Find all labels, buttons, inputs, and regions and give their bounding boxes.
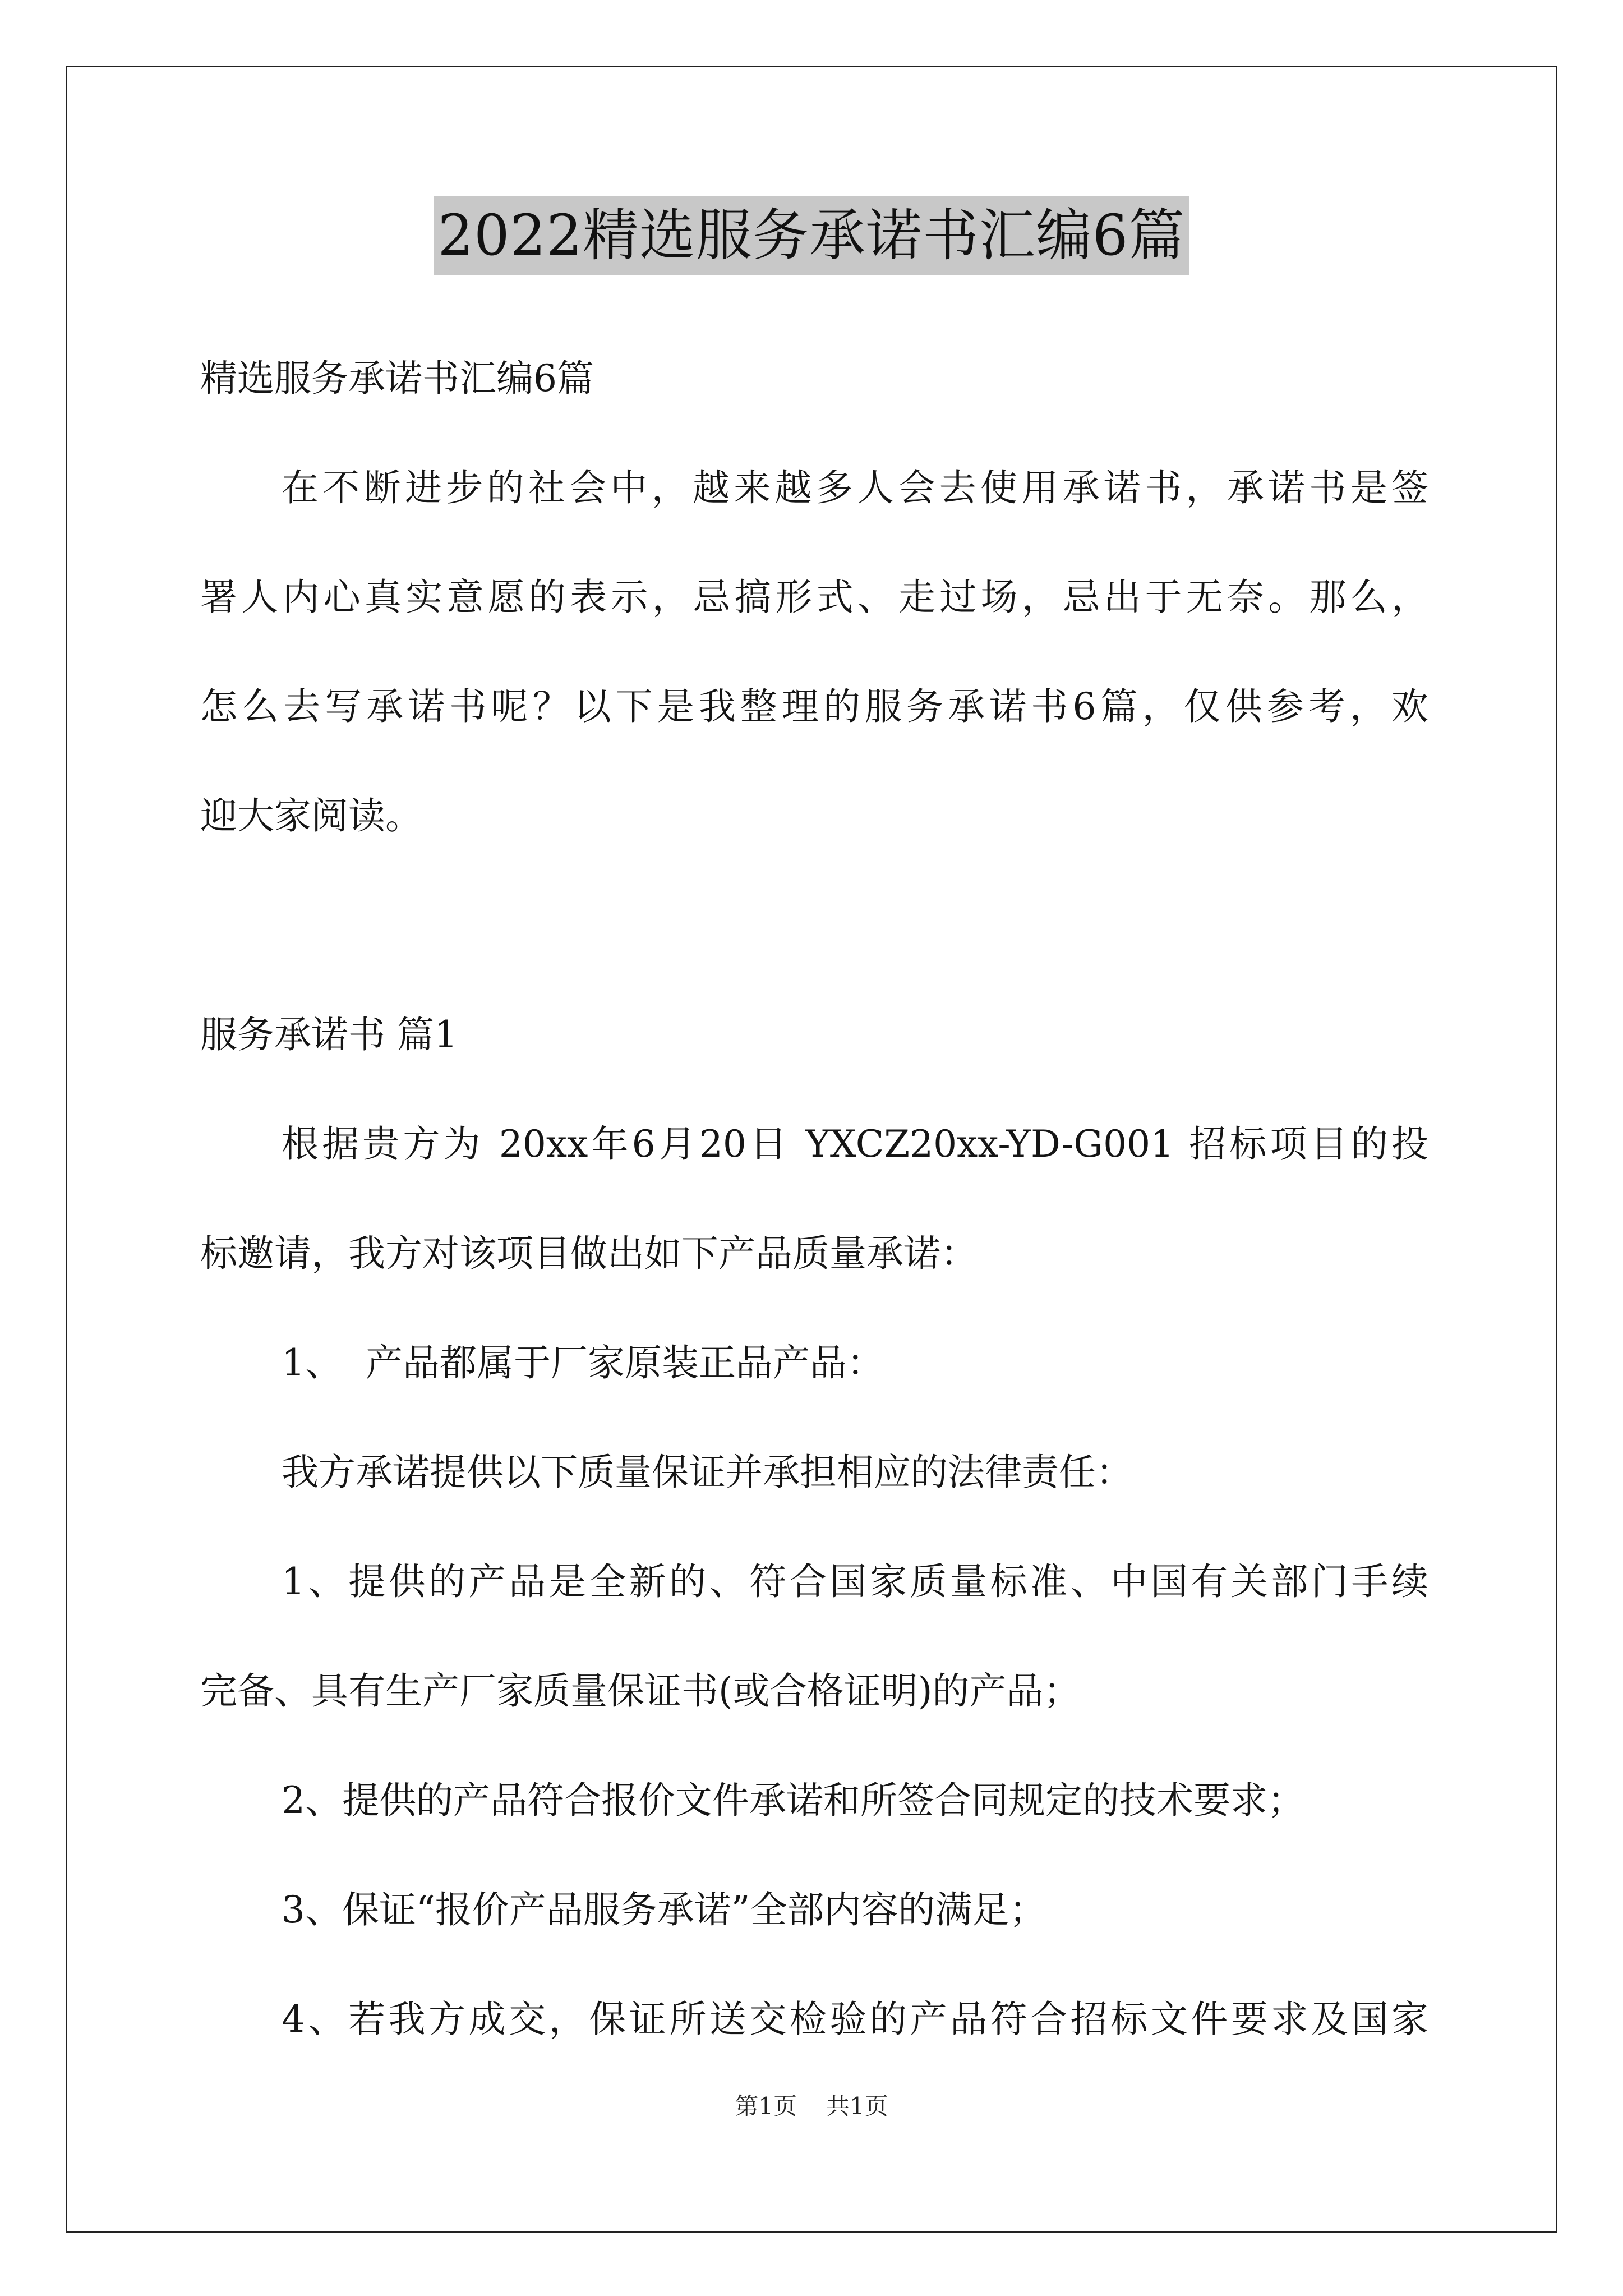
body-line-1: 根据贵方为 20xx年6月20日 YXCZ20xx-YD-G001 招标项目的投 (282, 1122, 1428, 1166)
intro-line-1: 在不断进步的社会中，越来越多人会去使用承诺书，承诺书是签 (282, 466, 1428, 509)
document-subtitle: 精选服务承诺书汇编6篇 (200, 357, 594, 400)
body-line-7: 2、提供的产品符合报价文件承诺和所签合同规定的技术要求； (282, 1779, 1304, 1822)
body-line-2: 标邀请，我方对该项目做出如下产品质量承诺： (200, 1232, 978, 1275)
title-container (0, 196, 1623, 275)
body-line-3: 1、 产品都属于厂家原装正品产品： (282, 1341, 884, 1384)
intro-line-3: 怎么去写承诺书呢？以下是我整理的服务承诺书6篇，仅供参考，欢 (200, 685, 1428, 728)
body-line-8: 3、保证“报价产品服务承诺”全部内容的满足； (282, 1888, 1046, 1931)
body-line-5: 1、提供的产品是全新的、符合国家质量标准、中国有关部门手续 (282, 1560, 1428, 1603)
body-line-4: 我方承诺提供以下质量保证并承担相应的法律责任： (282, 1451, 1133, 1494)
page-number: 第1页 (735, 2092, 797, 2120)
body-line-9: 4、若我方成交，保证所送交检验的产品符合招标文件要求及国家 (282, 1998, 1428, 2041)
document-title: 2022精选服务承诺书汇编6篇 (434, 196, 1188, 275)
page-total: 共1页 (826, 2092, 888, 2120)
body-line-6: 完备、具有生产厂家质量保证书(或合格证明)的产品； (200, 1669, 1081, 1713)
intro-line-2: 署人内心真实意愿的表示，忌搞形式、走过场，忌出于无奈。那么， (200, 576, 1428, 619)
intro-line-4: 迎大家阅读。 (200, 794, 422, 838)
page-footer (0, 2090, 1623, 2123)
section-heading: 服务承诺书 篇1 (200, 1013, 458, 1056)
